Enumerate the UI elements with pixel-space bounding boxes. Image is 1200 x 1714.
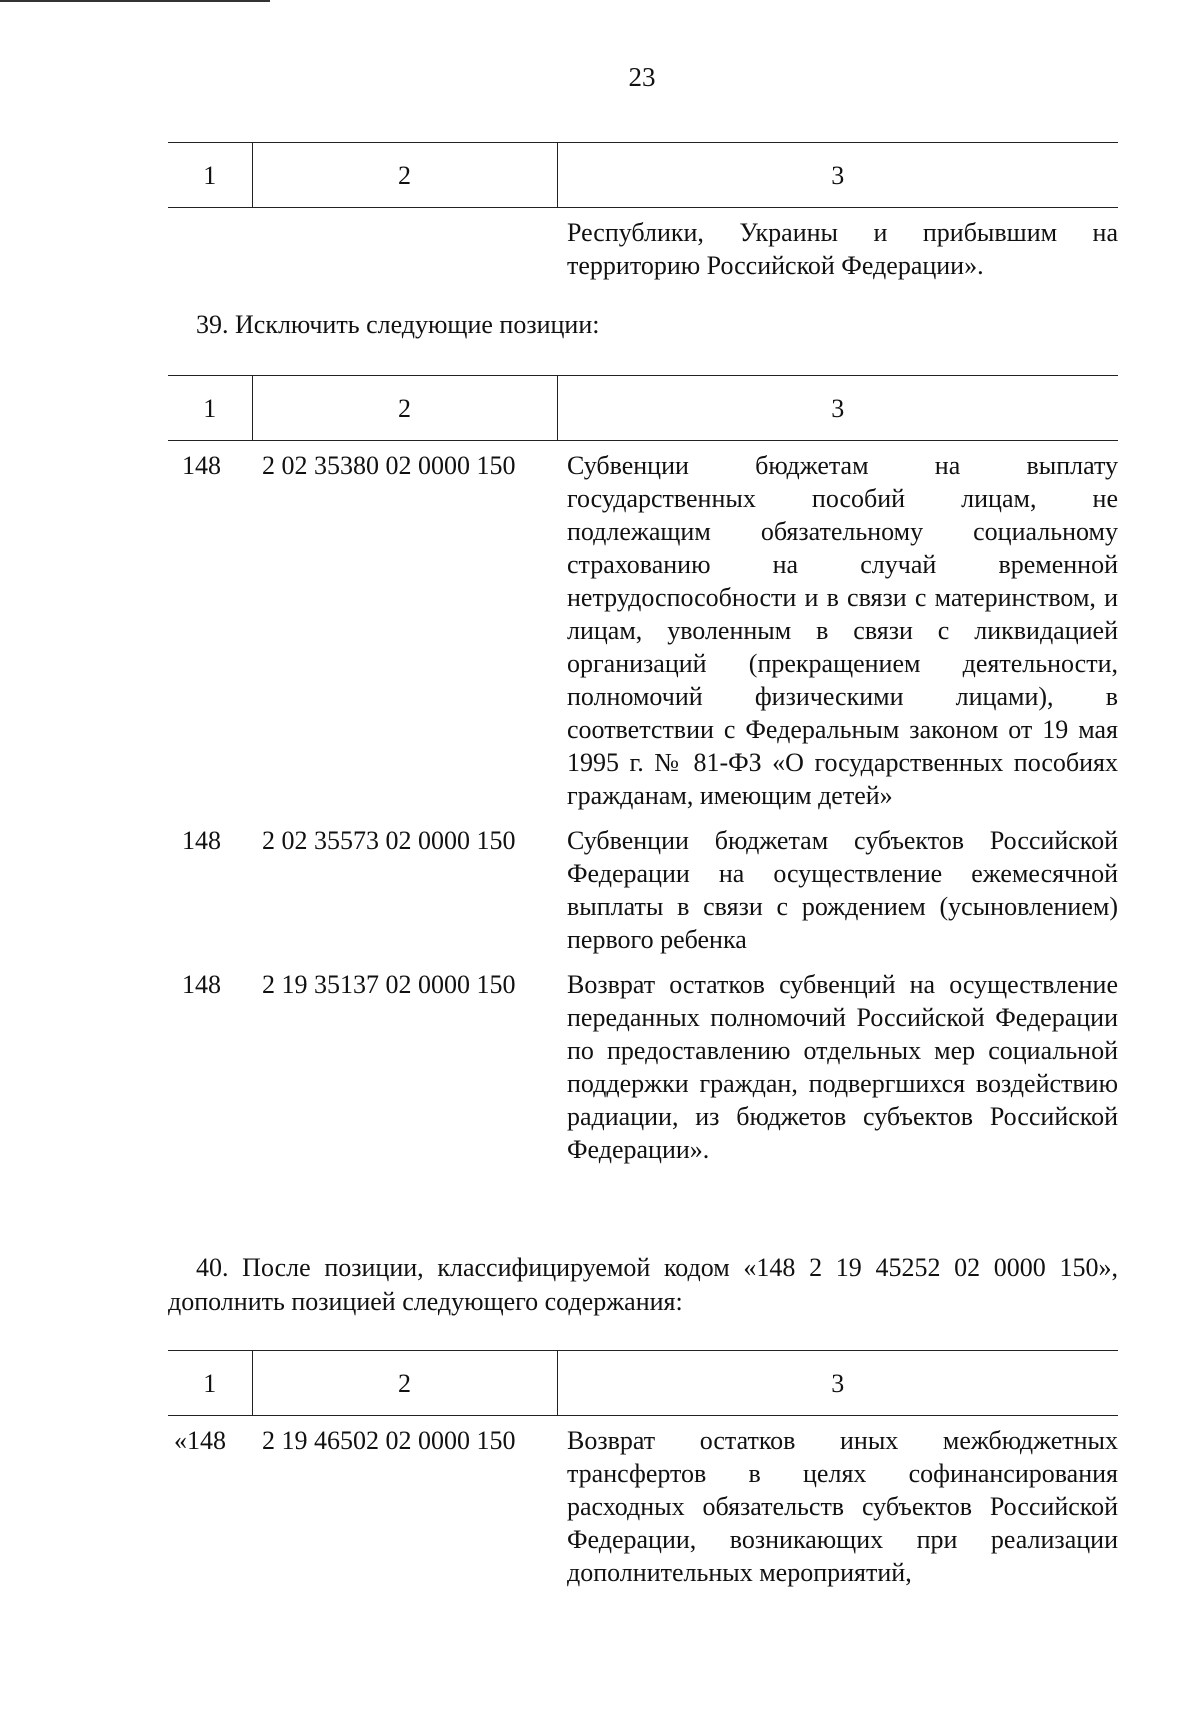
table-row <box>168 812 1118 956</box>
table-row <box>168 956 1118 1166</box>
row-budget-code: 2 02 35573 02 0000 150 <box>262 826 516 855</box>
column-header-1: 1 <box>168 376 252 441</box>
row-description: Субвенции бюджетам субъектов Российской Федерации на осуществление ежемесячной выплаты в связи с рождением (усыновлением) первого ребенка <box>567 826 1118 954</box>
row-admin-code: 148 <box>182 451 221 480</box>
excluded-positions-table <box>168 375 1118 1166</box>
page-number: 23 <box>628 62 656 92</box>
table-header-row <box>168 143 1118 208</box>
column-header-1: 1 <box>168 143 252 208</box>
row-budget-code: 2 19 35137 02 0000 150 <box>262 970 516 999</box>
table-row <box>168 208 1118 283</box>
column-header-2: 2 <box>252 1351 557 1416</box>
row-description: Возврат остатков субвенций на осуществление переданных полномочий Российской Федерации по предоставлению отдельных мер социальной поддержки граждан, подвергшихся воздействию радиации, из бюджетов субъектов Российской Федерации». <box>567 970 1118 1164</box>
item-39-heading: 39. Исключить следующие позиции: <box>196 310 600 339</box>
table-row <box>168 441 1118 813</box>
column-header-2: 2 <box>252 376 557 441</box>
column-header-3: 3 <box>557 1351 1118 1416</box>
added-position-table <box>168 1350 1118 1589</box>
row-budget-code: 2 19 46502 02 0000 150 <box>262 1426 516 1455</box>
scan-edge-line <box>0 0 270 2</box>
table-header-row <box>168 376 1118 441</box>
continuation-table <box>168 142 1118 282</box>
row-description: Субвенции бюджетам на выплату государственных пособий лицам, не подлежащим обязательному социальному страхованию на случай временной нетрудоспособности и в связи с материнством, и лицам, уволенным в связи с ликвидацией организаций (прекращением деятельности, полномочий физическими лицами), в соответствии с Федеральным законом от 19 мая 1995 г. № 81-ФЗ «О государственных пособиях гражданам, имеющим детей» <box>567 451 1118 810</box>
column-header-2: 2 <box>252 143 557 208</box>
column-header-3: 3 <box>557 376 1118 441</box>
continuation-text: Республики, Украины и прибывшим на территорию Российской Федерации». <box>567 218 1118 280</box>
column-header-1: 1 <box>168 1351 252 1416</box>
row-admin-code: 148 <box>182 970 221 999</box>
row-admin-code: 148 <box>182 826 221 855</box>
row-description: Возврат остатков иных межбюджетных трансфертов в целях софинансирования расходных обязательств субъектов Российской Федерации, возникающих при реализации дополнительных мероприятий, <box>567 1426 1118 1587</box>
row-budget-code: 2 02 35380 02 0000 150 <box>262 451 516 480</box>
row-admin-code: «148 <box>174 1426 226 1455</box>
table-row <box>168 1416 1118 1590</box>
table-header-row <box>168 1351 1118 1416</box>
column-header-3: 3 <box>557 143 1118 208</box>
item-40-paragraph: 40. После позиции, классифицируемой кодом «148 2 19 45252 02 0000 150», дополнить позицией следующего содержания: <box>168 1253 1118 1316</box>
